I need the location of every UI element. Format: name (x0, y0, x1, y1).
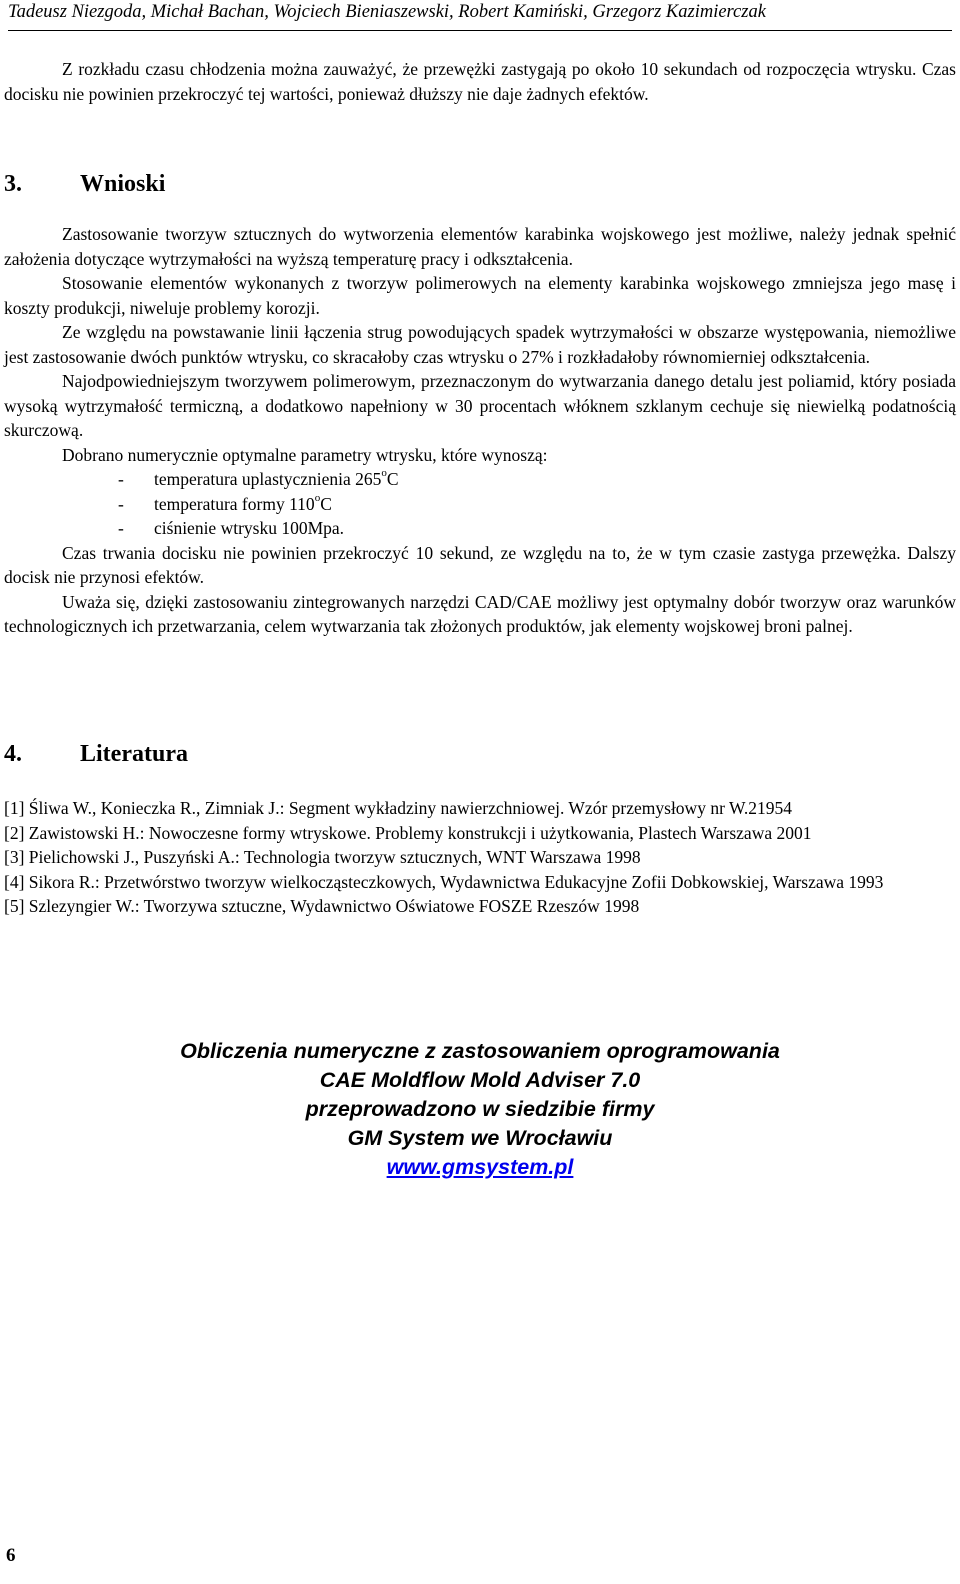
list-dash: - (118, 493, 124, 514)
intro-section (4, 57, 956, 106)
intro-paragraph: Z rozkładu czasu chłodzenia można zauważyć, że przewężki zastygają po około 10 sekundach od rozpoczęcia wtrysku. Czas docisku nie powinien przekroczyć tej wartości, ponieważ dłuższy nie daje żadnych efektów. (4, 59, 956, 104)
list-item (4, 516, 956, 541)
list-item-text: ciśnienie wtrysku 100Mpa. (154, 518, 345, 538)
reference-item: [5] Szlezyngier W.: Tworzywa sztuczne, Wydawnictwo Oświatowe FOSZE Rzeszów 1998 (4, 896, 640, 917)
company-website-link[interactable]: www.gmsystem.pl (386, 1155, 574, 1179)
parameter-list (4, 467, 956, 541)
software-credits (0, 1037, 960, 1182)
header-authors: Tadeusz Niezgoda, Michał Bachan, Wojciech Bieniaszewski, Robert Kamiński, Grzegorz Kazimierczak (8, 2, 766, 22)
reference-item: [4] Sikora R.: Przetwórstwo tworzyw wielkocząsteczkowych, Wydawnictwa Edukacyjne Zofii Dobkowskiej, Warszawa 1993 (4, 871, 884, 892)
conclusion-paragraph: Dobrano numerycznie optymalne parametry wtrysku, które wynoszą: (62, 444, 548, 465)
credits-line: przeprowadzono w siedzibie firmy (305, 1097, 655, 1121)
reference-item: [2] Zawistowski H.: Nowoczesne formy wtryskowe. Problemy konstrukcji i użytkowania, Plastech Warszawa 2001 (4, 822, 812, 843)
credits-line: CAE Moldflow Mold Adviser 7.0 (319, 1068, 641, 1092)
section-heading-conclusions (4, 169, 165, 199)
list-item-text: temperatura uplastycznienia 265$^o$C (154, 467, 399, 489)
running-header (8, 0, 952, 31)
degree-superscript: o (381, 467, 387, 480)
conclusion-paragraph: Czas trwania docisku nie powinien przekroczyć 10 sekund, ze względu na to, że w tym czasie zastyga przewężka. Dalszy docisk nie przynosi efektów. (4, 542, 956, 587)
list-item (4, 467, 956, 492)
conclusions-body (4, 222, 956, 639)
list-dash: - (118, 518, 124, 538)
page-number: 6 (6, 1545, 16, 1566)
list-dash: - (118, 469, 124, 489)
reference-list (4, 796, 956, 919)
list-item-text: temperatura formy 110$^o$C (154, 491, 332, 514)
conclusion-paragraph: Stosowanie elementów wykonanych z tworzyw polimerowych na elementy karabinka wojskowego zmniejsza jego masę i koszty produkcji, niweluje problemy korozji. (4, 273, 956, 318)
list-item (4, 492, 956, 517)
credits-line: Obliczenia numeryczne z zastosowaniem oprogramowania (180, 1039, 780, 1063)
conclusion-paragraph: Zastosowanie tworzyw sztucznych do wytworzenia elementów karabinka wojskowego jest możliwe, należy jednak spełnić założenia dotyczące wytrzymałości na wyższą temperaturę pracy i odkształcenia. (4, 224, 956, 269)
degree-superscript: o (314, 491, 321, 504)
reference-item: [3] Pielichowski J., Puszyński A.: Technologia tworzyw sztucznych, WNT Warszawa 1998 (4, 847, 641, 868)
section-title: Wnioski (80, 171, 166, 197)
conclusion-paragraph: Ze względu na powstawanie linii łączenia strug powodujących spadek wytrzymałości w obszarze występowania, niemożliwe jest zastosowanie dwóch punktów wtrysku, co skracałoby czas wtrysku o 27% i rozkładałoby równomierniej odkształcenia. (4, 322, 956, 367)
section-number: 3. (4, 171, 22, 197)
conclusion-paragraph: Najodpowiedniejszym tworzywem polimerowym, przeznaczonym do wytwarzania danego detalu jest poliamid, który posiada wysoką wytrzymałość termiczną, a dodatkowo napełniony w 30 procentach włóknem szklanym cechuje się niewielką podatnością skurczową. (4, 371, 956, 440)
section-heading-literature (4, 739, 188, 769)
section-number: 4. (4, 741, 22, 767)
credits-line: GM System we Wrocławiu (347, 1126, 613, 1150)
conclusion-paragraph: Uważa się, dzięki zastosowaniu zintegrowanych narzędzi CAD/CAE możliwy jest optymalny dobór tworzyw oraz warunków technologicznych ich przetwarzania, celem wytwarzania tak złożonych produktów, jak elementy wojskowej broni palnej. (4, 591, 956, 636)
reference-item: [1] Śliwa W., Konieczka R., Zimniak J.: Segment wykładziny nawierzchniowej. Wzór przemysłowy nr W.21954 (4, 798, 792, 818)
section-title: Literatura (80, 741, 188, 767)
